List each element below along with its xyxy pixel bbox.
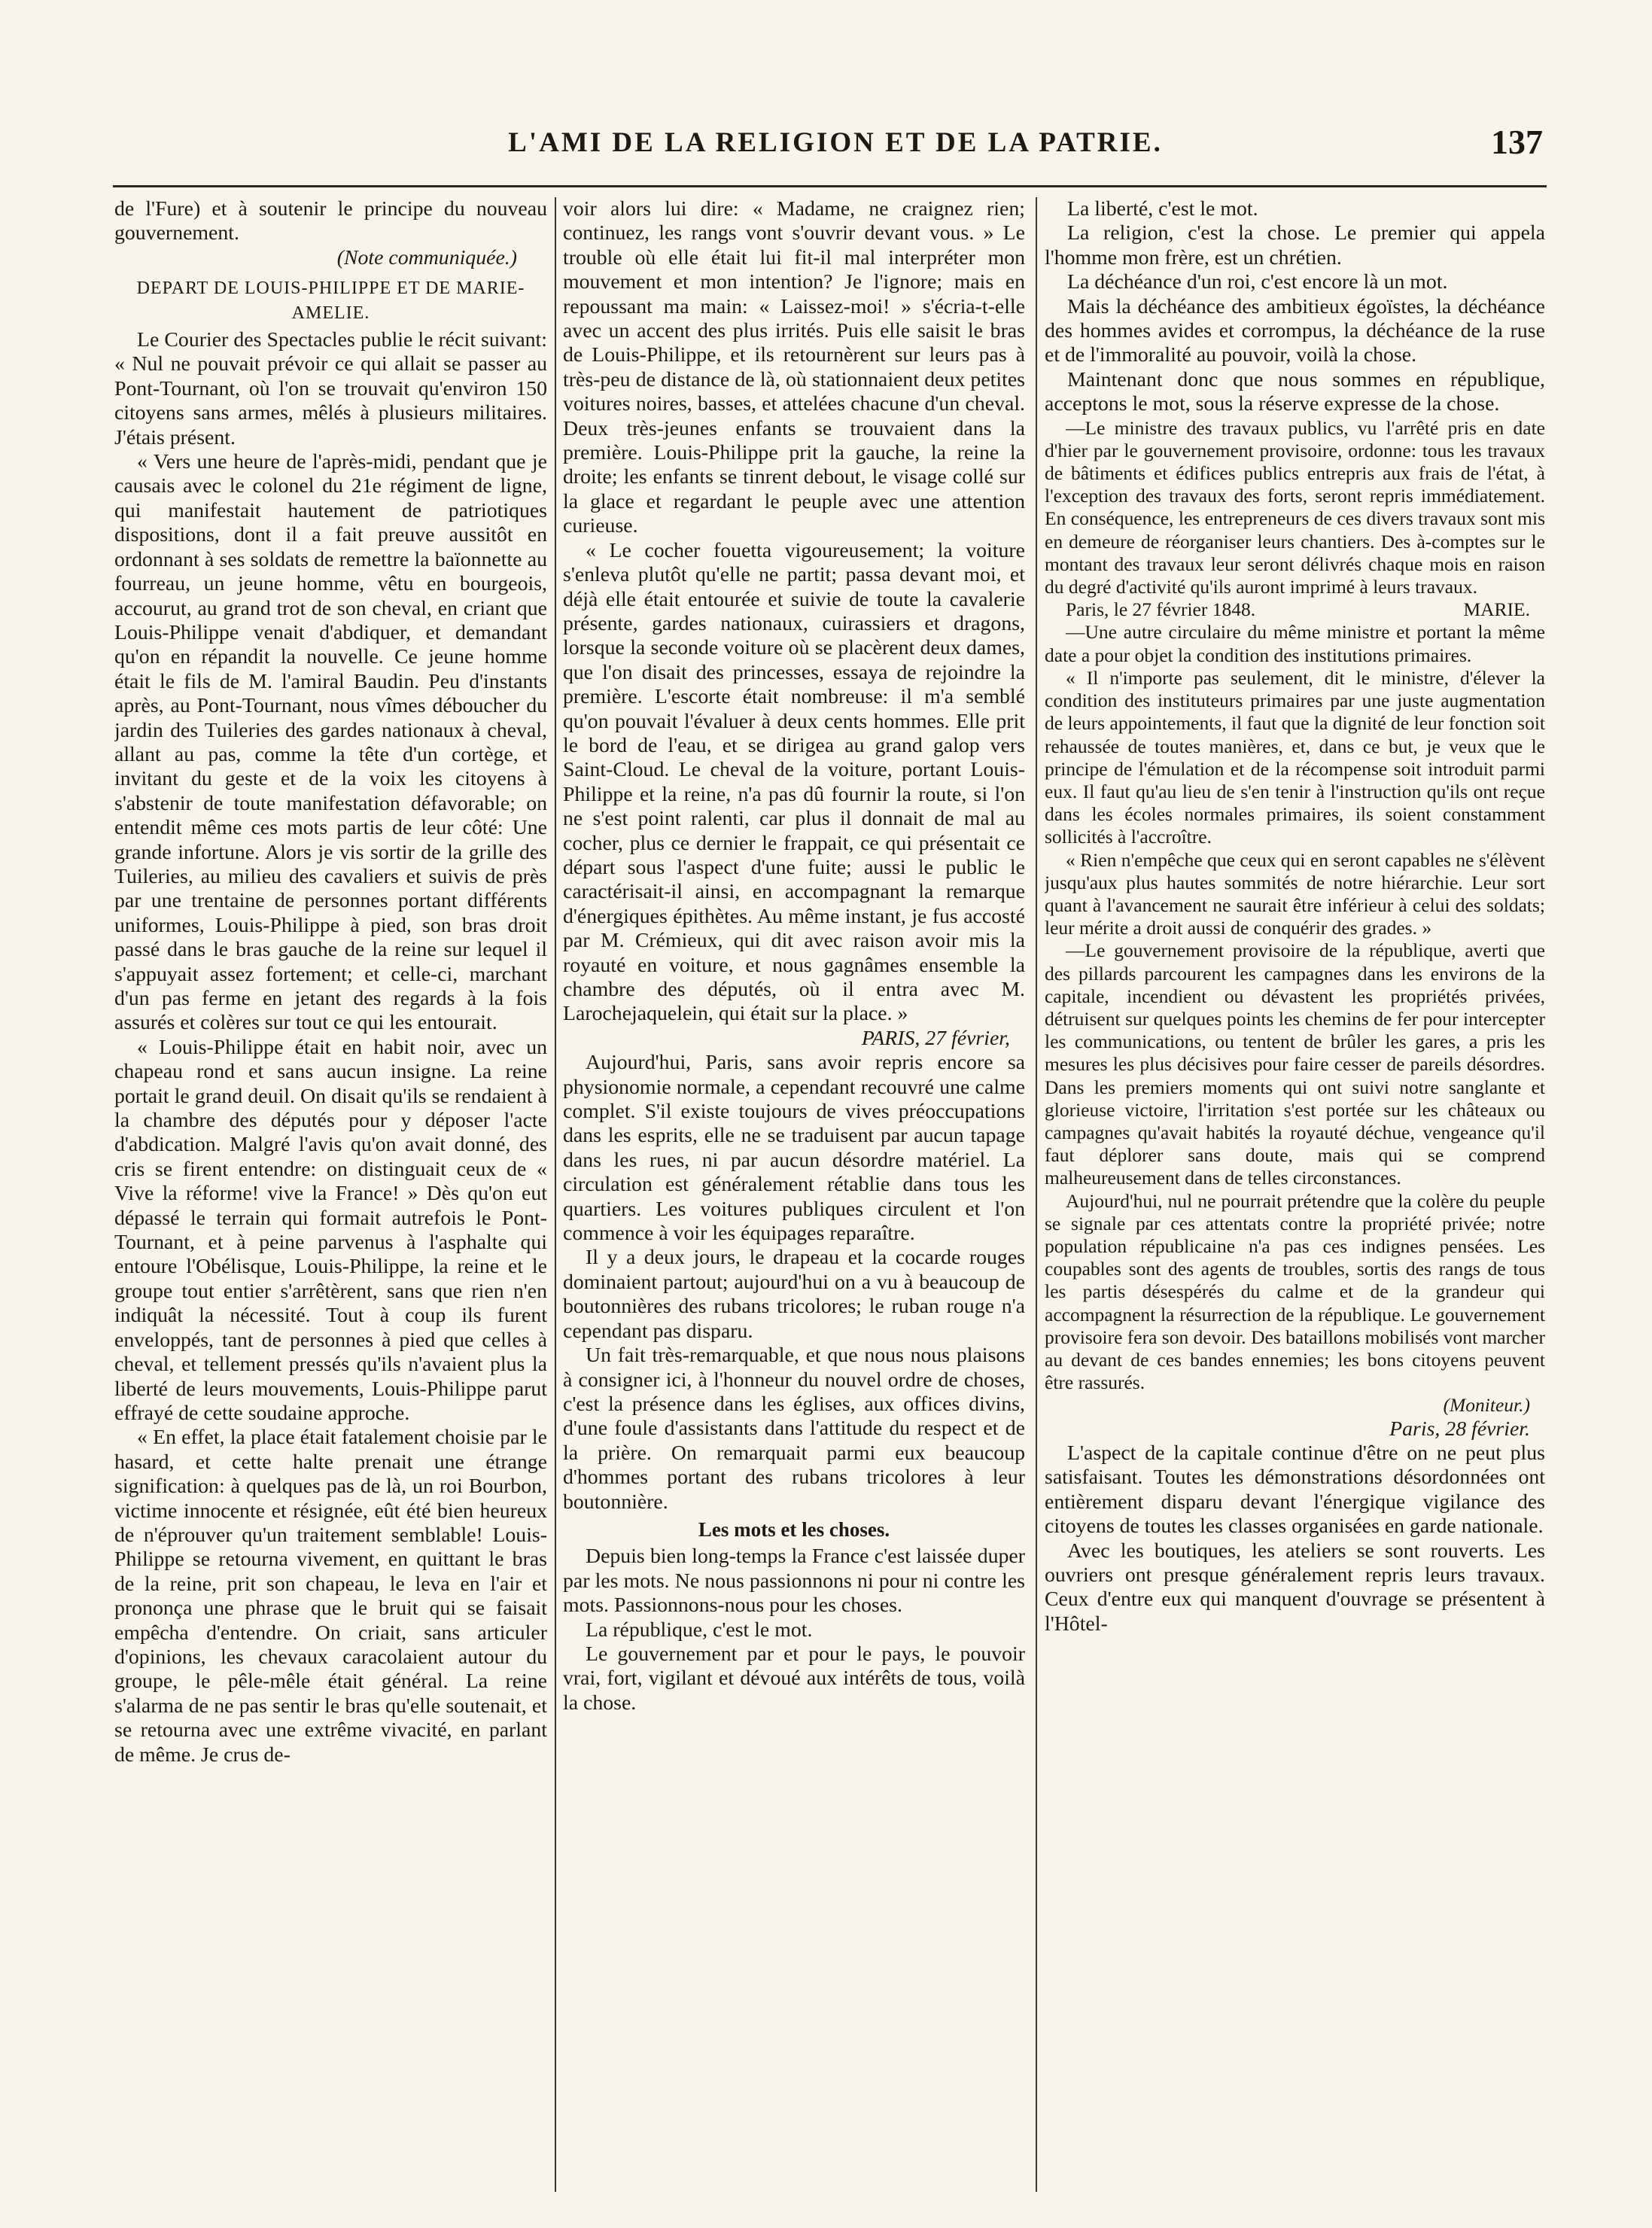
column-divider [1036,197,1037,2192]
source-attribution: (Moniteur.) [1443,1394,1530,1417]
paragraph: Maintenant donc que nous sommes en république, acceptons le mot, sous la réserve expresse de la chose. [1045,367,1545,416]
paragraph: La liberté, c'est le mot. [1067,197,1258,221]
paragraph: Le Courier des Spectacles publie le récit suivant: « Nul ne pouvait prévoir ce qui allait se passer au Pont-Tournant, où l'on se trouvait qu'environ 150 citoyens sans armes, mêlés à plusieurs militaires. J'étais présent. [114,328,547,449]
paragraph: Aujourd'hui, nul ne pourrait prétendre que la colère du peuple se signale par ces attentats contre la propriété privée; notre population républicaine n'a pas ces indignes pensées. Les coupables sont des agents de troubles, sortis des rangs de tous les partis désespérés du calme et de la grandeur qui accompagnent la résurrection de la république. Le gouvernement provisoire fera son devoir. Des bataillons mobilisés vont marcher au devant de ces bandes ennemies; les bons citoyens peuvent être rassurés. [1045,1189,1545,1394]
paragraph: L'aspect de la capitale continue d'être on ne peut plus satisfaisant. Toutes les démonstrations désordonnées ont entièrement disparu devant l'énergique vigilance des citoyens de toutes les classes organisées en garde nationale. [1045,1441,1545,1539]
decree-signature-line [1045,598,1545,621]
paragraph: Le gouvernement par et pour le pays, le pouvoir vrai, fort, vigilant et dévoué aux intérêts de tous, voilà la chose. [563,1642,1025,1715]
paragraph: La déchéance d'un roi, c'est encore là un mot. [1067,270,1448,294]
paragraph: La république, c'est le mot. [586,1618,813,1642]
paragraph: « Rien n'empêche que ceux qui en seront capables ne s'élèvent jusqu'aux plus hautes sommités de notre hiérarchie. Leur sort quant à l'avancement ne saurait être inférieur à celui des soldats; leur mérite a droit aussi de conquérir des grades. » [1045,848,1545,939]
column-divider [555,197,556,2192]
paragraph: Avec les boutiques, les ateliers se sont rouverts. Les ouvriers ont presque généralement repris leurs travaux. Ceux d'entre eux qui manquent d'ouvrage se présentent à l'Hôtel- [1045,1539,1545,1636]
paragraph: —Une autre circulaire du même ministre et portant la même date a pour objet la condition des institutions primaires. [1045,621,1545,666]
paragraph: « En effet, la place était fatalement choisie par le hasard, et cette halte prenait une étrange signification: à quelques pas de là, un roi Bourbon, victime innocente et résignée, eût été bien heureux de n'éprouver qu'un traitement semblable! Louis-Philippe se retourna vivement, en quittant le bras de la reine, prit son chapeau, le leva en l'air et prononça une phrase que le bruit qui se faisait empêcha d'entendre. On criait, sans articuler d'opinions, les chevaux caracolaient autour du groupe, le pêle-mêle était général. La reine s'alarma de ne pas sentir le bras qu'elle soutenait, et se retourna avec une extrême vivacité, en parlant de même. Je crus de- [114,1426,547,1767]
dateline: Paris, 28 février. [1389,1417,1530,1441]
running-head [113,123,1543,172]
header-rule [113,185,1547,187]
column-3 [1045,197,1545,2199]
paragraph: —Le gouvernement provisoire de la république, averti que des pillards parcourent les campagnes dans les environs de la capitale, incendient ou dévastent les propriétés privées, détruisent sur quelques points les chemins de fer pour intercepter les communications, ou tentent de brûler les gares, a pris les mesures les plus décisives pour faire cesser de pareils désordres. Dans les premiers moments qui ont suivi notre sanglante et glorieuse victoire, l'irritation s'est portée sur les châteaux ou campagnes qu'avait habités la royauté déchue, vengeance qu'il faut déplorer sans doute, mais qui se comprend malheureusement dans de telles circonstances. [1045,939,1545,1189]
signature: MARIE. [1463,598,1530,621]
paragraph: « Le cocher fouetta vigoureusement; la voiture s'enleva plutôt qu'elle ne partit; passa devant moi, et déjà elle était entourée et suivie de toute la cavalerie présente, gardes nationaux, cuirassiers et dragons, lorsque la seconde voiture où se placèrent deux dames, que l'on disait des princesses, essaya de rejoindre la première. L'escorte était nombreuse: il m'a semblé qu'on pouvait l'évaluer à deux cents hommes. Elle prit le bord de l'eau, et se dirigea au grand galop vers Saint-Cloud. Le cheval de la voiture, portant Louis-Philippe et la reine, n'a pas dû fournir la route, si l'on ne s'est point ralenti, car plus il donnait de mal au cocher, plus ce dernier le frappait, ce qui présentait ce départ sous l'aspect d'une fuite; aussi le public le caractérisait-il ainsi, en accompagnant la remarque d'énergiques épithètes. Au même instant, je fus accosté par M. Crémieux, qui dit avec raison avoir mis la royauté en voiture, et nous gagnâmes ensemble la chambre des députés, où il entra avec M. Larochejaquelein, qui était sur la place. » [563,538,1025,1026]
paragraph: Il y a deux jours, le drapeau et la cocarde rouges dominaient partout; aujourd'hui on a vu à beaucoup de boutonnières des rubans tricolores; le ruban rouge n'a cependant pas disparu. [563,1246,1025,1343]
paragraph: Depuis bien long-temps la France c'est laissée duper par les mots. Ne nous passionnons ni pour ni contre les mots. Passionnons-nous pour les choses. [563,1545,1025,1618]
paragraph: « Il n'importe pas seulement, dit le ministre, d'élever la condition des instituteurs primaires par une juste augmentation de leurs appointements, il faut que la dignité de leur fonction soit rehaussée de toutes manières, et, dans ce but, je veux que le principe de l'émulation et de la récompense soit introduit parmi eux. Il faut qu'au lieu de s'en tenir à l'instruction qu'ils ont reçue dans les écoles normales primaires, ils soient constamment sollicités à l'accroître. [1045,666,1545,848]
article-heading: DEPART DE LOUIS-PHILIPPE ET DE MARIE-AMELIE. [136,278,525,323]
section-subheading: Les mots et les choses. [698,1517,890,1541]
paragraph: Mais la déchéance des ambitieux égoïstes, la déchéance des hommes avides et corrompus, la déchéance de la ruse et de l'immoralité au pouvoir, voilà la chose. [1045,294,1545,367]
paragraph: Aujourd'hui, Paris, sans avoir repris encore sa physionomie normale, a cependant recouvré une calme complet. S'il existe toujours de vives préoccupations dans les esprits, elle ne se traduisent par aucun tapage dans les rues, ni par aucun désordre matériel. La circulation est généralement rétablie dans tous les quartiers. Les voitures publiques circulent et l'on commence à voir les équipages reparaître. [563,1051,1025,1246]
dateline: Paris, le 27 février 1848. [1066,598,1256,621]
dateline: PARIS, 27 février, [861,1026,1010,1050]
decree-block [1045,417,1545,1417]
paragraph: La religion, c'est la chose. Le premier qui appela l'homme mon frère, est un chrétien. [1045,221,1545,269]
running-title: L'AMI DE LA RELIGION ET DE LA PATRIE. [508,127,1163,158]
page-number: 137 [1491,123,1543,161]
paragraph: —Le ministre des travaux publics, vu l'arrêté pris en date d'hier par le gouvernement provisoire, ordonne: tous les travaux de bâtiments et édifices publics entrepris aux frais de l'état, à l'exception des travaux des forts, seront repris immédiatement. En conséquence, les entrepreneurs de ces divers travaux sont mis en demeure de réorganiser leurs chantiers. Des à-comptes sur le montant des travaux leur seront délivrés chaque mois en raison du degré d'activité qu'ils auront imprimé à leurs travaux. [1045,416,1545,598]
paragraph: voir alors lui dire: « Madame, ne craignez rien; continuez, les rangs vont s'ouvrir devant vous. » Le trouble où elle était lui fit-il mal interpréter mon mouvement et mon intention? Je l'ignore; mais en repoussant ma main: « Laissez-moi! » s'écria-t-elle avec un accent des plus irrités. Puis elle saisit le bras de Louis-Philippe, et ils retournèrent sur leurs pas à très-peu de distance de là, où stationnaient deux petites voitures noires, basses, et attelées chacune d'un cheval. Deux très-jeunes enfants se trouvaient dans la première. Louis-Philippe prit la gauche, la reine la droite; les enfants se tinrent debout, le visage collé sur la glace et regardant le peuple avec une attention curieuse. [563,197,1025,538]
paragraph: de l'Fure) et à soutenir le principe du nouveau gouvernement. [114,197,547,245]
column-2 [563,197,1025,2199]
paragraph: « Louis-Philippe était en habit noir, avec un chapeau rond et sans aucun insigne. La reine portait le grand deuil. On disait qu'ils se rendaient à la chambre des députés pour y déposer l'acte d'abdication. Malgré l'avis qu'on avait donné, des cris se firent entendre: on distinguait ceux de « Vive la réforme! vive la France! » Dès qu'on eut dépassé le terrain qui formait autrefois le Pont-Tournant, et à peine parvenus à l'asphalte qui entoure l'Obélisque, Louis-Philippe, la reine et le groupe tout entier s'arrêtèrent, sans que rien n'en indiquât la nécessité. Tout à coup ils furent enveloppés, tant de personnes à pied que celles à cheval, et tellement pressés qu'ils n'avaient plus la liberté de leurs mouvements, Louis-Philippe parut effrayé de cette soudaine approche. [114,1035,547,1425]
paragraph: « Vers une heure de l'après-midi, pendant que je causais avec le colonel du 21e régiment de ligne, qui manifestait hautement de patriotiques dispositions, dont il a fait preuve aussitôt en ordonnant à ses soldats de remettre la baïonnette au fourreau, un jeune homme, vêtu en bourgeois, accourut, au grand trot de son cheval, en criant que Louis-Philippe venait d'abdiquer, et demandant qu'on en répandit la nouvelle. Ce jeune homme était le fils de M. l'amiral Baudin. Peu d'instants après, au Pont-Tournant, nous vîmes déboucher du jardin des Tuileries des gardes nationaux à cheval, allant au pas, comme la tête d'un cortège, et invitant du geste et de la voix les citoyens à s'abstenir de toute manifestation défavorable; on entendit même ces mots partis de leur côté: Une grande infortune. Alors je vis sortir de la grille des Tuileries, au milieu des cavaliers et suivis de près par une trentaine de personnes portant différents uniformes, Louis-Philippe à pied, son bras droit passé dans le bras gauche de la reine sur lequel il s'appuyait assez fortement; et celle-ci, marchant d'un pas ferme en jetant des regards à la fois assurés et colères sur tout ce qui les entourait. [114,450,547,1035]
column-1 [114,197,547,2199]
editorial-note: (Note communiquée.) [336,245,517,269]
paragraph: Un fait très-remarquable, et que nous nous plaisons à consigner ici, à l'honneur du nouvel ordre de choses, c'est la présence dans les églises, aux offices divins, d'une foule d'assistants dans l'attitude du respect et de la prière. On remarquait parmi eux beaucoup d'hommes portant des rubans tricolores à leur boutonnière. [563,1344,1025,1514]
